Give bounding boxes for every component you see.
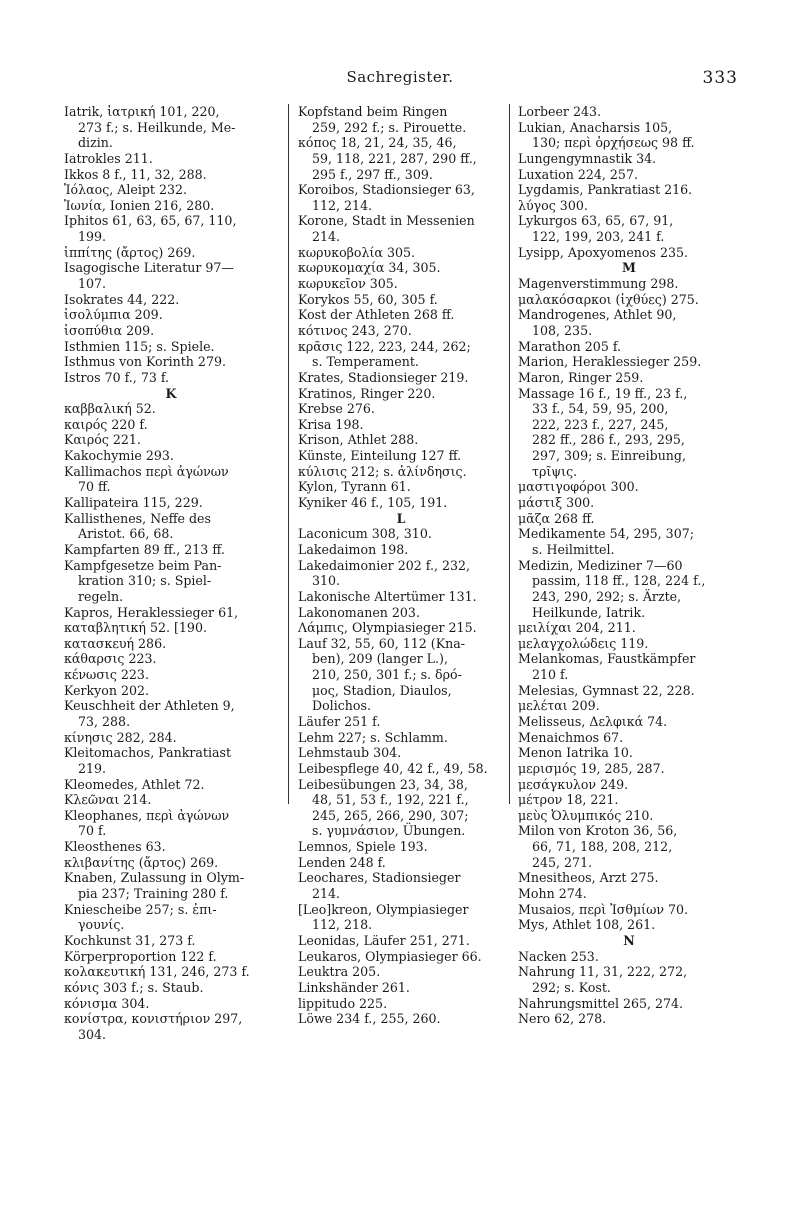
index-entry-line: μεὺς Ὀλυμπικός 210. xyxy=(518,807,654,823)
index-entry-line: Iatrokles 211. xyxy=(64,150,153,166)
index-entry-line: κύλισις 212; s. ἀλίνδησις. xyxy=(298,463,467,479)
index-entry-line: μειλίχαι 204, 211. xyxy=(518,620,636,636)
index-entry-line: Ἰόλαος, Aleipt 232. xyxy=(64,182,188,198)
index-entry-line: Mandrogenes, Athlet 90, xyxy=(518,307,677,323)
index-entry-line: dizin. xyxy=(78,135,113,151)
index-column-1 xyxy=(64,104,278,1042)
index-entry-line: κονίστρα, κονιστήριον 297, xyxy=(64,1011,243,1027)
index-entry-line: κότινος 243, 270. xyxy=(298,322,412,338)
index-entry-line: 70 ff. xyxy=(78,479,111,495)
index-entry-line: Medikamente 54, 295, 307; xyxy=(518,526,694,542)
index-entry-line: passim, 118 ff., 128, 224 f., xyxy=(532,573,706,589)
index-entry-line: Korone, Stadt in Messenien xyxy=(298,213,475,229)
index-entry-line: Korykos 55, 60, 305 f. xyxy=(298,291,438,307)
index-entry-line: μελαγχολώδεις 119. xyxy=(518,635,649,651)
index-entry-line: 199. xyxy=(78,229,107,245)
section-letter: N xyxy=(623,932,635,948)
index-entry-line: Musaios, περὶ Ἰσθμίων 70. xyxy=(518,901,689,917)
index-entry-line: κωρυκομαχία 34, 305. xyxy=(298,260,441,276)
index-entry-line: Lakedaimonier 202 f., 232, xyxy=(298,557,470,573)
index-entry-line: Kleosthenes 63. xyxy=(64,839,166,855)
index-entry-line: Körperproportion 122 f. xyxy=(64,948,217,964)
index-entry-line: Lakonomanen 203. xyxy=(298,604,420,620)
index-entry-line: ἰσοπύθια 209. xyxy=(64,322,155,338)
section-letter: K xyxy=(165,385,177,401)
index-entry-line: Milon von Kroton 36, 56, xyxy=(518,823,678,839)
index-entry-line: κένωσις 223. xyxy=(64,667,149,683)
index-entry-line: Melesias, Gymnast 22, 228. xyxy=(518,682,695,698)
index-entry-line: κόπος 18, 21, 24, 35, 46, xyxy=(298,135,457,151)
index-entry-line: Isthmus von Korinth 279. xyxy=(64,354,226,370)
index-entry-line: Marathon 205 f. xyxy=(518,338,622,354)
index-entry-line: Kylon, Tyrann 61. xyxy=(298,479,411,495)
index-entry-line: Dolichos. xyxy=(312,698,371,714)
index-entry-line: Kampfarten 89 ff., 213 ff. xyxy=(64,541,225,557)
index-entry-line: κατασκευή 286. xyxy=(64,635,167,651)
index-entry-line: 130; περὶ ὀρχήσεως 98 ff. xyxy=(532,135,695,151)
index-entry-line: μαλακόσαρκοι (ἰχθύες) 275. xyxy=(518,291,699,307)
index-entry-line: 297, 309; s. Einreibung, xyxy=(532,448,686,464)
index-entry-line: Lehmstaub 304. xyxy=(298,745,402,761)
index-entry-line: Kallipateira 115, 229. xyxy=(64,495,203,511)
column-divider xyxy=(509,104,510,804)
index-entry-line: Kapros, Heraklessieger 61, xyxy=(64,604,239,620)
index-entry-line: Kleophanes, περὶ ἀγώνων xyxy=(64,807,230,823)
index-entry-line: 273 f.; s. Heilkunde, Me- xyxy=(78,119,236,135)
index-entry-line: Nahrung 11, 31, 222, 272, xyxy=(518,964,688,980)
index-entry-line: 214. xyxy=(312,886,341,902)
index-entry-line: 310. xyxy=(312,573,341,589)
index-entry-line: Mohn 274. xyxy=(518,886,587,902)
page-number: 333 xyxy=(702,68,738,88)
index-entry-line: Künste, Einteilung 127 ff. xyxy=(298,448,462,464)
index-entry-line: κόνισμα 304. xyxy=(64,995,150,1011)
index-entry-line: μάστιξ 300. xyxy=(518,495,595,511)
index-entry-line: Kochkunst 31, 273 f. xyxy=(64,932,196,948)
index-entry-line: 73, 288. xyxy=(78,713,131,729)
index-entry-line: 210, 250, 301 f.; s. δρό- xyxy=(312,667,462,683)
index-entry-line: Leibesübungen 23, 34, 38, xyxy=(298,776,468,792)
index-entry-line: Heilkunde, Iatrik. xyxy=(532,604,646,620)
index-entry-line: s. Temperament. xyxy=(312,354,419,370)
index-entry-line: Menon Iatrika 10. xyxy=(518,745,633,761)
index-entry-line: Leibespflege 40, 42 f., 49, 58. xyxy=(298,760,488,776)
index-entry-line: 245, 265, 266, 290, 307; xyxy=(312,807,469,823)
index-entry-line: γουνίς. xyxy=(78,917,125,933)
index-entry-line: 214. xyxy=(312,229,341,245)
index-entry-line: 243, 290, 292; s. Ärzte, xyxy=(532,588,682,604)
index-entry-line: Magenverstimmung 298. xyxy=(518,276,679,292)
index-entry-line: Massage 16 f., 19 ff., 23 f., xyxy=(518,385,688,401)
index-entry-line: Mys, Athlet 108, 261. xyxy=(518,917,656,933)
index-entry-line: 259, 292 f.; s. Pirouette. xyxy=(312,119,467,135)
index-entry-line: Kallisthenes, Neffe des xyxy=(64,510,211,526)
index-entry-line: Leochares, Stadionsieger xyxy=(298,870,461,886)
index-entry-line: Lygdamis, Pankratiast 216. xyxy=(518,182,693,198)
index-entry-line: 210 f. xyxy=(532,667,569,683)
index-entry-line: Nahrungsmittel 265, 274. xyxy=(518,995,684,1011)
index-entry-line: 292; s. Kost. xyxy=(532,979,611,995)
index-entry-line: Κλεῶναι 214. xyxy=(64,792,152,808)
index-entry-line: κάθαρσις 223. xyxy=(64,651,157,667)
index-entry-line: κλιβανίτης (ἄρτος) 269. xyxy=(64,854,219,870)
index-entry-line: ἰσολύμπια 209. xyxy=(64,307,163,323)
index-entry-line: Kratinos, Ringer 220. xyxy=(298,385,436,401)
index-entry-line: Leuktra 205. xyxy=(298,964,381,980)
index-entry-line: Lauf 32, 55, 60, 112 (Kna- xyxy=(298,635,465,651)
index-entry-line: Leonidas, Läufer 251, 271. xyxy=(298,932,470,948)
index-entry-line: μερισμός 19, 285, 287. xyxy=(518,760,665,776)
index-entry-line: Lehm 227; s. Schlamm. xyxy=(298,729,448,745)
index-entry-line: κωρυκοβολία 305. xyxy=(298,244,415,260)
index-entry-line: Koroibos, Stadionsieger 63, xyxy=(298,182,475,198)
index-entry-line: Kallimachos περὶ ἀγώνων xyxy=(64,463,229,479)
index-entry-line: Lakedaimon 198. xyxy=(298,541,409,557)
index-entry-line: 33 f., 54, 59, 95, 200, xyxy=(532,401,669,417)
index-entry-line: Krates, Stadionsieger 219. xyxy=(298,369,469,385)
index-entry-line: Καιρός 221. xyxy=(64,432,141,448)
index-entry-line: 48, 51, 53 f., 192, 221 f., xyxy=(312,792,469,808)
section-letter: M xyxy=(622,260,636,276)
index-columns xyxy=(64,104,740,1164)
index-entry-line: Melankomas, Faustkämpfer xyxy=(518,651,696,667)
index-entry-line: Medizin, Mediziner 7—60 xyxy=(518,557,683,573)
index-entry-line: καιρός 220 f. xyxy=(64,416,148,432)
index-entry-line: Kerkyon 202. xyxy=(64,682,150,698)
index-entry-line: 112, 218. xyxy=(312,917,373,933)
index-entry-line: κίνησις 282, 284. xyxy=(64,729,177,745)
index-entry-line: 295 f., 297 ff., 309. xyxy=(312,166,433,182)
index-entry-line: Laconicum 308, 310. xyxy=(298,526,432,542)
index-entry-line: Luxation 224, 257. xyxy=(518,166,638,182)
index-entry-line: [Leo]kreon, Olympiasieger xyxy=(298,901,469,917)
index-entry-line: μεσάγκυλον 249. xyxy=(518,776,629,792)
index-entry-line: μος, Stadion, Diaulos, xyxy=(312,682,452,698)
index-entry-line: 112, 214. xyxy=(312,197,373,213)
index-entry-line: Läufer 251 f. xyxy=(298,713,381,729)
index-entry-line: lippitudo 225. xyxy=(298,995,388,1011)
index-entry-line: Lemnos, Spiele 193. xyxy=(298,839,428,855)
index-entry-line: s. γυμνάσιον, Übungen. xyxy=(312,823,466,839)
index-entry-line: Istros 70 f., 73 f. xyxy=(64,369,170,385)
index-entry-line: μέτρον 18, 221. xyxy=(518,792,619,808)
index-entry-line: Lykurgos 63, 65, 67, 91, xyxy=(518,213,674,229)
index-entry-line: Kleitomachos, Pankratiast xyxy=(64,745,232,761)
index-entry-line: Lysipp, Apoxyomenos 235. xyxy=(518,244,689,260)
running-title: Sachregister. xyxy=(346,68,454,86)
index-entry-line: Krisa 198. xyxy=(298,416,364,432)
index-entry-line: 70 f. xyxy=(78,823,107,839)
index-entry-line: Lakonische Altertümer 131. xyxy=(298,588,477,604)
section-letter: L xyxy=(396,510,406,526)
index-entry-line: Isokrates 44, 222. xyxy=(64,291,180,307)
index-entry-line: 59, 118, 221, 287, 290 ff., xyxy=(312,150,477,166)
index-entry-line: κόνις 303 f.; s. Staub. xyxy=(64,979,204,995)
index-entry-line: 222, 223 f., 227, 245, xyxy=(532,416,669,432)
index-entry-line: κρᾶσις 122, 223, 244, 262; xyxy=(298,338,471,354)
index-entry-line: Menaichmos 67. xyxy=(518,729,624,745)
index-entry-line: Isagogische Literatur 97— xyxy=(64,260,235,276)
index-entry-line: Kampfgesetze beim Pan- xyxy=(64,557,222,573)
index-entry-line: Krebse 276. xyxy=(298,401,375,417)
index-entry-line: μᾶζα 268 ff. xyxy=(518,510,595,526)
index-entry-line: Leukaros, Olympiasieger 66. xyxy=(298,948,482,964)
index-entry-line: Ἰωνία, Ionien 216, 280. xyxy=(64,197,215,213)
index-entry-line: Kopfstand beim Ringen xyxy=(298,104,448,119)
index-entry-line: λύγος 300. xyxy=(518,197,588,213)
column-divider xyxy=(288,104,289,804)
index-entry-line: 108, 235. xyxy=(532,322,593,338)
index-entry-line: Marion, Heraklessieger 259. xyxy=(518,354,702,370)
index-entry-line: 122, 199, 203, 241 f. xyxy=(532,229,665,245)
index-entry-line: Kleomedes, Athlet 72. xyxy=(64,776,205,792)
index-entry-line: 219. xyxy=(78,760,107,776)
index-entry-line: μαστιγοφόροι 300. xyxy=(518,479,639,495)
index-entry-line: καββαλική 52. xyxy=(64,401,156,417)
index-entry-line: Aristot. 66, 68. xyxy=(78,526,174,542)
index-entry-line: μελέται 209. xyxy=(518,698,600,714)
index-entry-line: Linkshänder 261. xyxy=(298,979,410,995)
index-entry-line: 66, 71, 188, 208, 212, xyxy=(532,839,673,855)
index-entry-line: ben), 209 (langer L.), xyxy=(312,651,448,667)
index-entry-line: Kyniker 46 f., 105, 191. xyxy=(298,495,448,511)
index-entry-line: kration 310; s. Spiel- xyxy=(78,573,212,589)
index-entry-line: 304. xyxy=(78,1026,107,1042)
index-entry-line: regeln. xyxy=(78,588,124,604)
index-entry-line: Lungengymnastik 34. xyxy=(518,150,657,166)
index-entry-line: Isthmien 115; s. Spiele. xyxy=(64,338,215,354)
index-entry-line: Knaben, Zulassung in Olym- xyxy=(64,870,245,886)
index-entry-line: Keuschheit der Athleten 9, xyxy=(64,698,235,714)
running-head xyxy=(0,68,800,90)
index-column-3 xyxy=(518,104,740,1027)
index-entry-line: Nacken 253. xyxy=(518,948,599,964)
index-entry-line: Ikkos 8 f., 11, 32, 288. xyxy=(64,166,207,182)
index-entry-line: Löwe 234 f., 255, 260. xyxy=(298,1011,441,1027)
index-entry-line: Mnesitheos, Arzt 275. xyxy=(518,870,659,886)
index-entry-line: κωρυκεῖον 305. xyxy=(298,276,398,292)
index-entry-line: Lenden 248 f. xyxy=(298,854,386,870)
index-entry-line: Kost der Athleten 268 ff. xyxy=(298,307,455,323)
index-entry-line: καταβλητική 52. [190. xyxy=(64,620,207,636)
index-entry-line: Lorbeer 243. xyxy=(518,104,601,119)
index-entry-line: ἱππίτης (ἄρτος) 269. xyxy=(64,244,196,260)
index-entry-line: Nero 62, 278. xyxy=(518,1011,607,1027)
index-entry-line: 282 ff., 286 f., 293, 295, xyxy=(532,432,685,448)
index-entry-line: Iphitos 61, 63, 65, 67, 110, xyxy=(64,213,237,229)
index-entry-line: 245, 271. xyxy=(532,854,593,870)
index-entry-line: s. Heilmittel. xyxy=(532,541,615,557)
index-entry-line: Iatrik, ἰατρική 101, 220, xyxy=(64,104,220,119)
index-entry-line: Krison, Athlet 288. xyxy=(298,432,419,448)
index-entry-line: Λάμπις, Olympiasieger 215. xyxy=(298,620,477,636)
index-entry-line: Kakochymie 293. xyxy=(64,448,174,464)
index-entry-line: Lukian, Anacharsis 105, xyxy=(518,119,673,135)
index-entry-line: Kniescheibe 257; s. ἐπι- xyxy=(64,901,217,917)
index-entry-line: τρῖψις. xyxy=(532,463,578,479)
index-entry-line: 107. xyxy=(78,276,107,292)
index-entry-line: Melisseus, Δελφικά 74. xyxy=(518,713,668,729)
index-entry-line: Maron, Ringer 259. xyxy=(518,369,644,385)
index-entry-line: κολακευτική 131, 246, 273 f. xyxy=(64,964,250,980)
index-column-2 xyxy=(298,104,504,1027)
index-entry-line: pia 237; Training 280 f. xyxy=(78,886,229,902)
